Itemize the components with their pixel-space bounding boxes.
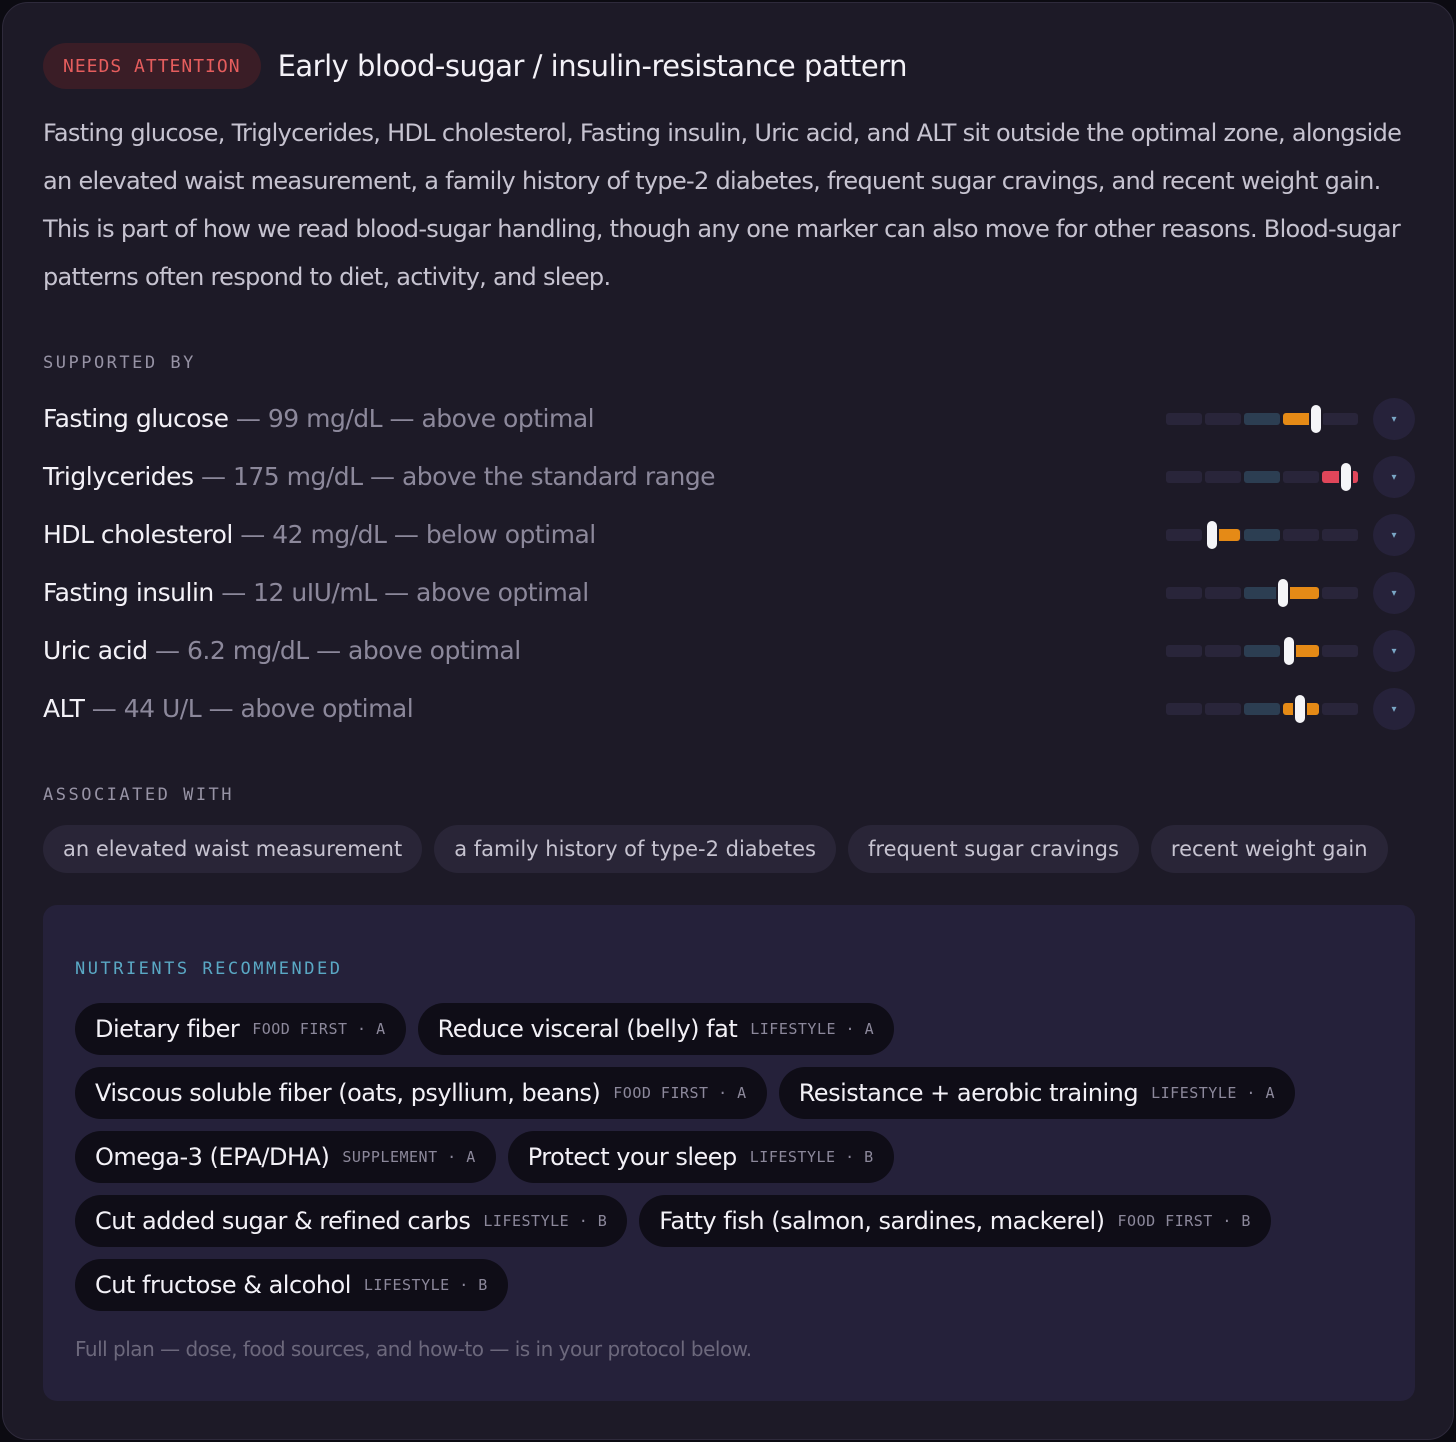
nutrient-chip[interactable] [508, 1131, 894, 1183]
associated-with-label: ASSOCIATED WITH [43, 785, 235, 805]
pattern-summary: Fasting glucose, Triglycerides, HDL cholesterol, Fasting insulin, Uric acid, and ALT sit outside the optimal zone, alongside an elevated waist measurement, a family history of type-2 diabetes, frequent sugar cravings, and recent weight gain. This is part of how we read blood-sugar handling, though any one marker can also move for other reasons. Blood-sugar patterns often respond to diet, activity, and sleep. [43, 119, 1402, 291]
range-segment [1205, 703, 1241, 715]
nutrient-category: LIFESTYLE · A [750, 1020, 875, 1038]
marker-text [43, 694, 413, 723]
marker-row [43, 563, 1415, 621]
marker-row [43, 679, 1415, 737]
range-segment [1205, 413, 1241, 425]
associated-tag: a family history of type-2 diabetes [434, 825, 836, 873]
nutrient-chip-row [75, 1131, 1295, 1183]
marker-row [43, 389, 1415, 447]
range-segment [1166, 703, 1202, 715]
nutrient-chips [75, 1003, 1295, 1323]
expand-marker-button[interactable] [1373, 456, 1415, 498]
range-segment [1322, 587, 1358, 599]
marker-name: Triglycerides [43, 461, 194, 491]
chevron-down-icon: ▾ [1391, 645, 1397, 657]
range-bar [1166, 587, 1358, 599]
nutrients-label: NUTRIENTS RECOMMENDED [75, 959, 343, 979]
expand-marker-button[interactable] [1373, 514, 1415, 556]
nutrient-chip[interactable] [75, 1067, 767, 1119]
value-marker [1276, 577, 1290, 609]
nutrient-name: Cut added sugar & refined carbs [95, 1207, 471, 1235]
marker-detail: — 42 mg/dL — below optimal [232, 519, 596, 549]
range-segment [1166, 529, 1202, 541]
range-bar [1166, 471, 1358, 483]
nutrient-chip-row [75, 1003, 1295, 1055]
nutrient-name: Dietary fiber [95, 1015, 240, 1043]
associated-tag: an elevated waist measurement [43, 825, 422, 873]
nutrient-chip[interactable] [75, 1259, 508, 1311]
range-segment [1205, 645, 1241, 657]
nutrient-chip[interactable] [75, 1131, 496, 1183]
expand-marker-button[interactable] [1373, 688, 1415, 730]
nutrients-panel [43, 905, 1415, 1401]
chevron-down-icon: ▾ [1391, 471, 1397, 483]
marker-detail: — 175 mg/dL — above the standard range [193, 461, 716, 491]
nutrient-category: LIFESTYLE · B [749, 1148, 874, 1166]
nutrient-category: FOOD FIRST · A [613, 1084, 747, 1102]
nutrient-category: SUPPLEMENT · A [342, 1148, 476, 1166]
nutrient-name: Fatty fish (salmon, sardines, mackerel) [659, 1207, 1105, 1235]
marker-row [43, 505, 1415, 563]
range-segment [1166, 587, 1202, 599]
marker-detail: — 44 U/L — above optimal [84, 693, 414, 723]
range-segment [1283, 471, 1319, 483]
nutrient-category: FOOD FIRST · A [252, 1020, 386, 1038]
protocol-footnote: Full plan — dose, food sources, and how-to — is in your protocol below. [75, 1337, 752, 1361]
value-marker [1282, 635, 1296, 667]
range-segment [1166, 413, 1202, 425]
nutrient-category: LIFESTYLE · A [1151, 1084, 1276, 1102]
expand-marker-button[interactable] [1373, 630, 1415, 672]
range-segment [1244, 413, 1280, 425]
marker-text [43, 404, 594, 433]
marker-row [43, 621, 1415, 679]
marker-name: ALT [43, 693, 85, 723]
supported-by-label: SUPPORTED BY [43, 353, 196, 373]
marker-detail: — 99 mg/dL — above optimal [228, 403, 595, 433]
marker-text [43, 520, 596, 549]
range-bar [1166, 703, 1358, 715]
card-header [43, 43, 907, 89]
nutrient-chip-row [75, 1195, 1295, 1247]
nutrient-name: Resistance + aerobic training [798, 1079, 1139, 1107]
value-marker [1293, 693, 1307, 725]
range-segment [1283, 529, 1319, 541]
range-segment [1166, 471, 1202, 483]
nutrient-chip[interactable] [639, 1195, 1271, 1247]
range-segment [1244, 529, 1280, 541]
marker-text [43, 462, 715, 491]
nutrient-name: Reduce visceral (belly) fat [437, 1015, 738, 1043]
chevron-down-icon: ▾ [1391, 413, 1397, 425]
range-segment [1322, 645, 1358, 657]
range-segment [1322, 703, 1358, 715]
expand-marker-button[interactable] [1373, 572, 1415, 614]
nutrient-name: Viscous soluble fiber (oats, psyllium, beans) [95, 1079, 601, 1107]
range-segment [1205, 471, 1241, 483]
nutrient-chip[interactable] [779, 1067, 1295, 1119]
range-segment [1322, 413, 1358, 425]
pattern-title: Early blood-sugar / insulin-resistance pattern [277, 49, 908, 83]
associated-tag: recent weight gain [1151, 825, 1388, 873]
value-marker [1339, 461, 1353, 493]
nutrient-chip[interactable] [75, 1195, 627, 1247]
marker-detail: — 6.2 mg/dL — above optimal [147, 635, 521, 665]
marker-name: Fasting glucose [43, 403, 229, 433]
nutrient-category: LIFESTYLE · B [483, 1212, 608, 1230]
range-bar [1166, 413, 1358, 425]
associated-tags [43, 825, 1388, 873]
nutrient-name: Omega-3 (EPA/DHA) [95, 1143, 330, 1171]
chevron-down-icon: ▾ [1391, 529, 1397, 541]
range-segment [1205, 587, 1241, 599]
value-marker [1309, 403, 1323, 435]
range-segment [1244, 471, 1280, 483]
chevron-down-icon: ▾ [1391, 587, 1397, 599]
marker-text [43, 636, 521, 665]
marker-name: Fasting insulin [43, 577, 214, 607]
pattern-card [2, 2, 1454, 1440]
nutrient-chip[interactable] [75, 1003, 406, 1055]
chevron-down-icon: ▾ [1391, 703, 1397, 715]
range-segment [1244, 587, 1280, 599]
nutrient-chip[interactable] [418, 1003, 894, 1055]
marker-list [43, 389, 1415, 737]
marker-detail: — 12 uIU/mL — above optimal [213, 577, 589, 607]
range-segment [1244, 703, 1280, 715]
nutrient-name: Cut fructose & alcohol [95, 1271, 351, 1299]
range-segment [1166, 645, 1202, 657]
nutrient-category: FOOD FIRST · B [1117, 1212, 1251, 1230]
range-bar [1166, 529, 1358, 541]
nutrient-chip-row [75, 1259, 1295, 1311]
marker-row [43, 447, 1415, 505]
associated-tag: frequent sugar cravings [848, 825, 1139, 873]
status-badge: NEEDS ATTENTION [43, 43, 261, 89]
range-segment [1244, 645, 1280, 657]
marker-name: HDL cholesterol [43, 519, 233, 549]
marker-name: Uric acid [43, 635, 148, 665]
nutrient-chip-row [75, 1067, 1295, 1119]
expand-marker-button[interactable] [1373, 398, 1415, 440]
nutrient-name: Protect your sleep [527, 1143, 737, 1171]
value-marker [1205, 519, 1219, 551]
range-segment [1322, 529, 1358, 541]
marker-text [43, 578, 589, 607]
nutrient-category: LIFESTYLE · B [363, 1276, 488, 1294]
range-bar [1166, 645, 1358, 657]
